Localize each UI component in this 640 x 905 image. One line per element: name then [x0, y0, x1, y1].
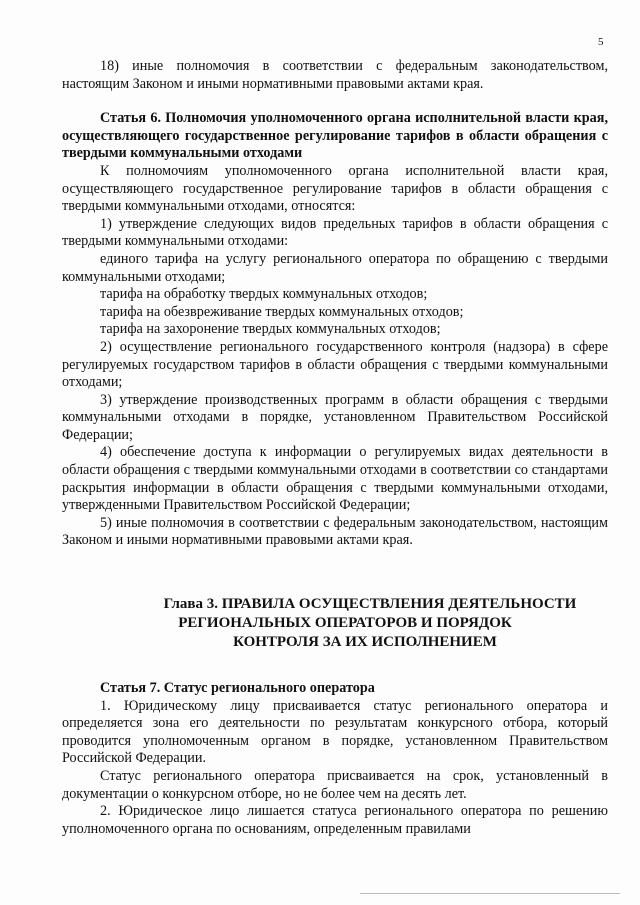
page-number: 5	[598, 36, 604, 48]
article-7-paragraph-2: Статус регионального оператора присваивается на срок, установленный в документации о конкурсном отборе, но не более чем на десять лет.	[62, 768, 608, 802]
article-6-item-2: 2) осуществление регионального государственного контроля (надзора) в сфере регулируемых государством тарифов в области обращения с твердыми коммунальными отходами;	[62, 338, 608, 391]
chapter-3-title-line-2: РЕГИОНАЛЬНЫХ ОПЕРАТОРОВ И ПОРЯДОК	[178, 615, 512, 632]
article-6-intro: К полномочиям уполномоченного органа исполнительной власти края, осуществляющего государственное регулирование тарифов в области обращения с твердыми коммунальными отходами, относятся:	[62, 162, 608, 215]
article-6-item-1a: единого тарифа на услугу регионального оператора по обращению с твердыми коммунальными отходами;	[62, 250, 608, 285]
article-7-paragraph-3: 2. Юридическое лицо лишается статуса регионального оператора по решению уполномоченного органа по основаниям, определенным правилами	[62, 803, 608, 837]
article-6-item-1: 1) утверждение следующих видов предельных тарифов в области обращения с твердыми коммунальными отходами:	[62, 215, 608, 250]
chapter-3-title-line-3: КОНТРОЛЯ ЗА ИХ ИСПОЛНЕНИЕМ	[233, 634, 497, 651]
article-6-item-3: 3) утверждение производственных программ в области обращения с твердыми коммунальными отходами в порядке, установленном Правительством Российской Федерации;	[62, 391, 608, 443]
article-6-item-1d: тарифа на захоронение твердых коммунальных отходов;	[100, 321, 441, 338]
article-7-title: Статья 7. Статус регионального оператора	[100, 680, 375, 697]
article-7-paragraph-1: 1. Юридическому лицу присваивается статус регионального оператора и определяется зона его деятельности по результатам конкурсного отбора, который проводится уполномоченным органом в порядке, установленном Правительством Российской Федерации.	[62, 697, 608, 767]
chapter-3-title-line-1: Глава 3. ПРАВИЛА ОСУЩЕСТВЛЕНИЯ ДЕЯТЕЛЬНОСТИ	[163, 596, 577, 613]
scan-artifact-line	[360, 893, 620, 894]
article-6-item-5: 5) иные полномочия в соответствии с федеральным законодательством, настоящим Законом и иными нормативными правовыми актами края.	[62, 514, 608, 549]
paragraph-item-18: 18) иные полномочия в соответствии с федеральным законодательством, настоящим Законом и иными нормативными правовыми актами края.	[62, 58, 608, 92]
article-6-item-1b: тарифа на обработку твердых коммунальных отходов;	[100, 286, 428, 303]
article-6-item-4: 4) обеспечение доступа к информации о регулируемых видах деятельности в области обращения с твердыми коммунальными отходами в соответствии со стандартами раскрытия информации в области обращения с твердыми коммунальными отходами, утвержденными Правительством Российской Федерации;	[62, 444, 608, 514]
document-body	[62, 58, 608, 838]
article-6-title: Статья 6. Полномочия уполномоченного органа исполнительной власти края, осуществляющего государственное регулирование тарифов в области обращения с твердыми коммунальными отходами	[62, 110, 608, 162]
article-6-item-1c: тарифа на обезвреживание твердых коммунальных отходов;	[100, 303, 464, 320]
